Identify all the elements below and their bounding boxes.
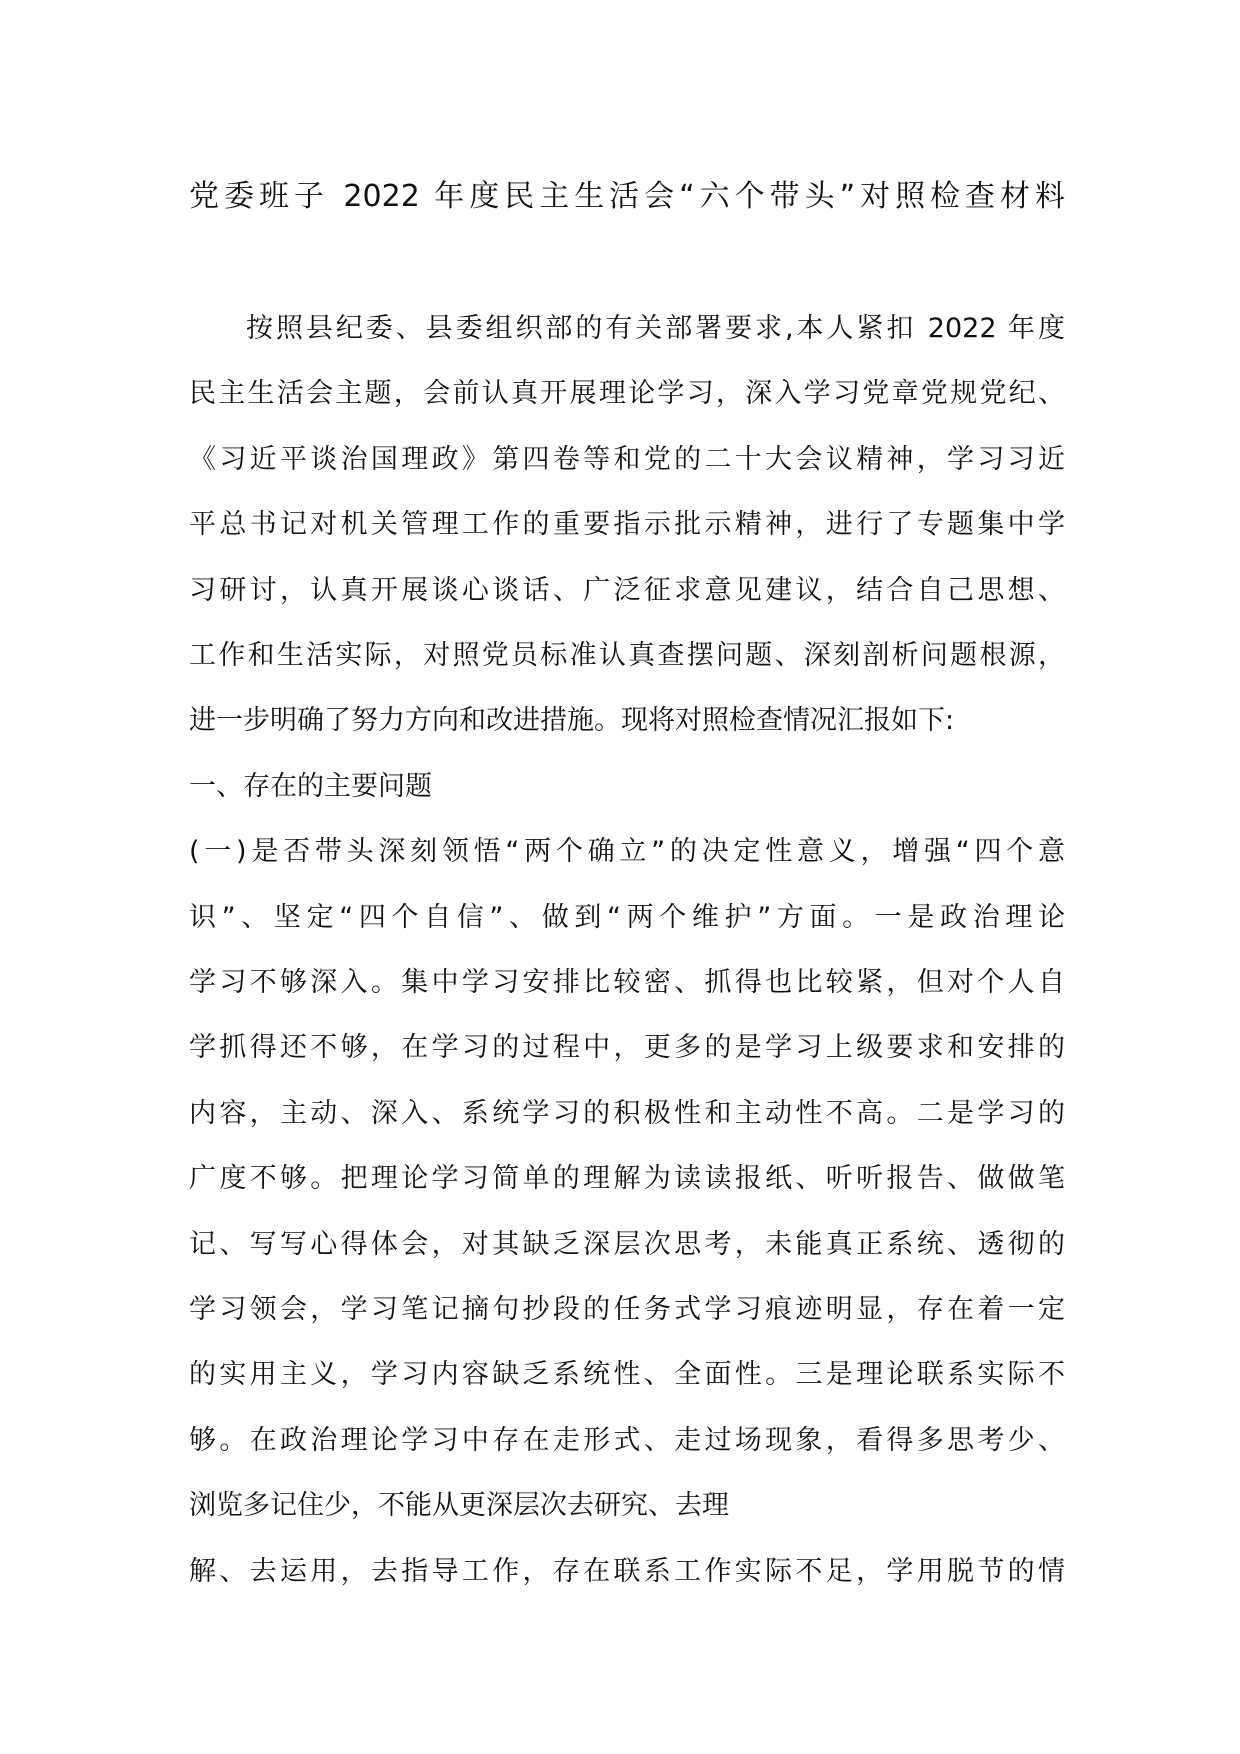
body-text-line: 内容，主动、深入、系统学习的积极性和主动性不高。二是学习的 xyxy=(189,1097,1065,1129)
section-heading: 一、存在的主要问题 xyxy=(189,770,432,802)
body-text-line: 平总书记对机关管理工作的重要指示批示精神，进行了专题集中学 xyxy=(189,509,1065,541)
body-text-line: 《习近平谈治国理政》第四卷等和党的二十大会议精神，学习习近 xyxy=(189,443,1065,475)
body-text-line: 进一步明确了努力方向和改进措施。现将对照检查情况汇报如下: xyxy=(189,705,955,737)
body-text-line: (一)是否带头深刻领悟“两个确立”的决定性意义，增强“四个意 xyxy=(189,836,1065,868)
body-text-line: 记、写写心得体会，对其缺乏深层次思考，未能真正系统、透彻的 xyxy=(189,1228,1065,1260)
body-text-line: 学抓得还不够，在学习的过程中，更多的是学习上级要求和安排的 xyxy=(189,1032,1065,1064)
body-text-line: 的实用主义，学习内容缺乏系统性、全面性。三是理论联系实际不 xyxy=(189,1359,1065,1391)
body-text-line: 广度不够。把理论学习简单的理解为读读报纸、听听报告、做做笔 xyxy=(189,1163,1065,1195)
body-text-line: 够。在政治理论学习中存在走形式、走过场现象，看得多思考少、 xyxy=(189,1424,1065,1456)
body-text-line: 工作和生活实际，对照党员标准认真查摆问题、深刻剖析问题根源， xyxy=(189,640,1065,671)
body-text-line: 识”、坚定“四个自信”、做到“两个维护”方面。一是政治理论 xyxy=(189,901,1065,933)
body-text-line: 习研讨，认真开展谈心谈话、广泛征求意见建议，结合自己思想、 xyxy=(189,574,1065,606)
body-text-line: 按照县纪委、县委组织部的有关部署要求,本人紧扣 2022 年度 xyxy=(246,313,1065,344)
body-text-line: 学习领会，学习笔记摘句抄段的任务式学习痕迹明显，存在着一定 xyxy=(189,1294,1065,1325)
body-text-line: 浏览多记住少，不能从更深层次去研究、去理 xyxy=(189,1490,729,1522)
body-text-line: 民主生活会主题，会前认真开展理论学习，深入学习党章党规党纪、 xyxy=(189,378,1065,410)
body-text-line: 解、去运用，去指导工作，存在联系工作实际不足，学用脱节的情 xyxy=(189,1555,1065,1587)
document-title: 党委班子 2022 年度民主生活会“六个带头”对照检查材料 xyxy=(189,179,1065,214)
body-text-line: 学习不够深入。集中学习安排比较密、抓得也比较紧，但对个人自 xyxy=(189,967,1065,998)
